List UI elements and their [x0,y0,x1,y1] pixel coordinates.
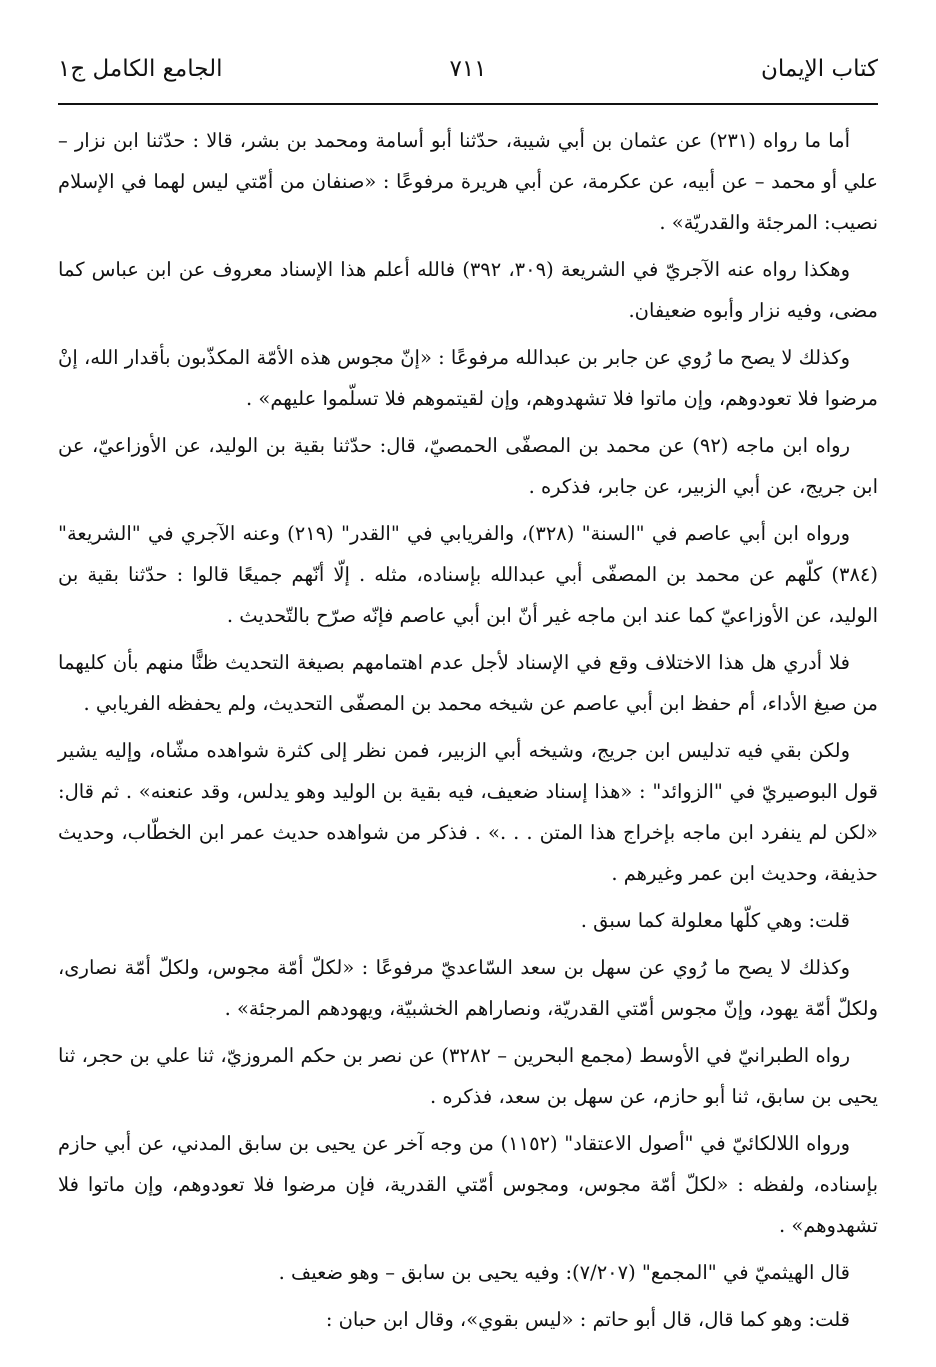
book-title: الجامع الكامل ج١ [58,56,223,82]
page-header [58,56,878,100]
paragraph: وكذلك لا يصح ما رُوي عن جابر بن عبدالله مرفوعًا : «إنّ مجوس هذه الأمّة المكذّبون بأقدار الله، إنْ مرضوا فلا تعودوهم، وإن ماتوا فلا تشهدوهم، وإن لقيتموهم فلا تسلّموا عليهم» . [58,346,878,410]
paragraph: قلت: وهي كلّها معلولة كما سبق . [580,909,850,932]
paragraph: وهكذا رواه عنه الآجريّ في الشريعة (٣٠٩، ٣٩٢) فالله أعلم هذا الإسناد معروف عن ابن عباس كما مضى، وفيه نزار وأبوه ضعيفان. [58,258,878,322]
paragraph: قلت: وهو كما قال، قال أبو حاتم : «ليس بقوي»، وقال ابن حبان : [325,1308,850,1331]
paragraph: رواه ابن ماجه (٩٢) عن محمد بن المصفّى الحمصيّ، قال: حدّثنا بقية بن الوليد، عن الأوزاعيّ، عن ابن جريج، عن أبي الزبير، عن جابر، فذكره . [58,434,878,498]
header-divider [58,103,878,105]
paragraph: ولكن بقي فيه تدليس ابن جريج، وشيخه أبي الزبير، فمن نظر إلى كثرة شواهده مشّاه، وإليه يشير قول البوصيريّ في "الزوائد" : «هذا إسناد ضعيف، فيه بقية بن الوليد وهو يدلس، وقد عنعنه» . ثم قال: «لكن لم ينفرد ابن ماجه بإخراج هذا المتن . . .» . فذكر من شواهده حديث عمر ابن الخطّاب، وحديث حذيفة، وحديث ابن عمر وغيرهم . [58,739,878,885]
paragraph: قال الهيثميّ في "المجمع" (٧/٢٠٧): وفيه يحيى بن سابق – وهو ضعيف . [278,1261,850,1284]
page-body [58,120,878,1346]
paragraph: فلا أدري هل هذا الاختلاف وقع في الإسناد لأجل عدم اهتمامهم بصيغة التحديث ظنًّا منهم بأن كليهما من صيغ الأداء، أم حفظ ابن أبي عاصم عن شيخه محمد بن المصفّى التحديث، ولم يحفظه الفريابي . [58,651,878,715]
paragraph: رواه الطبرانيّ في الأوسط (مجمع البحرين – ٣٢٨٢) عن نصر بن حكم المروزيّ، ثنا علي بن حجر، ثنا يحيى بن سابق، ثنا أبو حازم، عن سهل بن سعد، فذكره . [58,1044,878,1108]
paragraph: ورواه ابن أبي عاصم في "السنة" (٣٢٨)، والفريابي في "القدر" (٢١٩) وعنه الآجري في "الشريعة" (٣٨٤) كلّهم عن محمد بن المصفّى أبي عبدالله بإسناده، مثله . إلّا أنّهم جميعًا قالوا : حدّثنا بقية بن الوليد، عن الأوزاعيّ كما عند ابن ماجه غير أنّ ابن أبي عاصم فإنّه صرّح بالتّحديث . [58,522,878,627]
chapter-title: كتاب الإيمان [761,56,878,82]
paragraph: أما ما رواه (٢٣١) عن عثمان بن أبي شيبة، حدّثنا أبو أسامة ومحمد بن بشر، قالا : حدّثنا ابن نزار – علي أو محمد – عن أبيه، عن عكرمة، عن أبي هريرة مرفوعًا : «صنفان من أمّتي ليس لهما في الإسلام نصيب: المرجئة والقدريّة» . [58,129,878,234]
page-number: ٧١١ [449,56,487,82]
paragraph: ورواه اللالكائيّ في "أصول الاعتقاد" (١١٥٢) من وجه آخر عن يحيى بن سابق المدني، عن أبي حازم بإسناده، ولفظه : «لكلّ أمّة مجوس، ومجوس أمّتي القدرية، فإن مرضوا فلا تعودوهم، وإن ماتوا فلا تشهدوهم» . [58,1132,878,1237]
paragraph: وكذلك لا يصح ما رُوي عن سهل بن سعد السّاعديّ مرفوعًا : «لكلّ أمّة مجوس، ولكلّ أمّة نصارى، ولكلّ أمّة يهود، وإنّ مجوس أمّتي القدريّة، ونصاراهم الخشبيّة، ويهودهم المرجئة» . [58,956,878,1020]
